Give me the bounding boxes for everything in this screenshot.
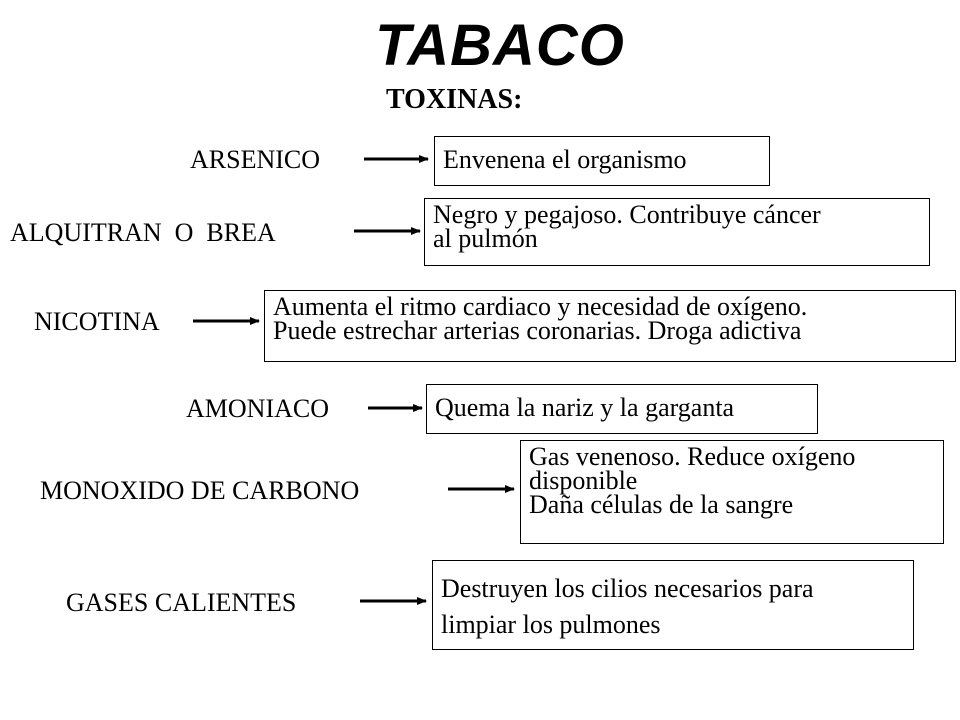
toxin-label-amoniaco: AMONIACO (186, 394, 329, 423)
effect-box-alquitran: Negro y pegajoso. Contribuye cáncer al pulmón (424, 198, 930, 266)
toxin-label-alquitran: ALQUITRAN O BREA (10, 218, 276, 247)
toxin-label-monoxido: MONOXIDO DE CARBONO (40, 476, 360, 505)
page-title: TABACO (375, 13, 625, 78)
effect-box-monoxido: Gas venenoso. Reduce oxígeno disponible Daña células de la sangre (520, 440, 944, 544)
toxin-label-gases: GASES CALIENTES (66, 588, 297, 617)
effect-box-gases: Destruyen los cilios necesarios para limpiar los pulmones (432, 560, 914, 650)
effect-box-nicotina: Aumenta el ritmo cardiaco y necesidad de oxígeno. Puede estrechar arterias coronarias. Droga adictiva (264, 290, 956, 362)
effect-box-arsenico: Envenena el organismo (434, 136, 770, 186)
section-subtitle: TOXINAS: (386, 84, 523, 115)
toxin-label-arsenico: ARSENICO (190, 145, 321, 174)
toxin-label-nicotina: NICOTINA (34, 307, 160, 336)
effect-box-amoniaco: Quema la nariz y la garganta (426, 384, 818, 434)
